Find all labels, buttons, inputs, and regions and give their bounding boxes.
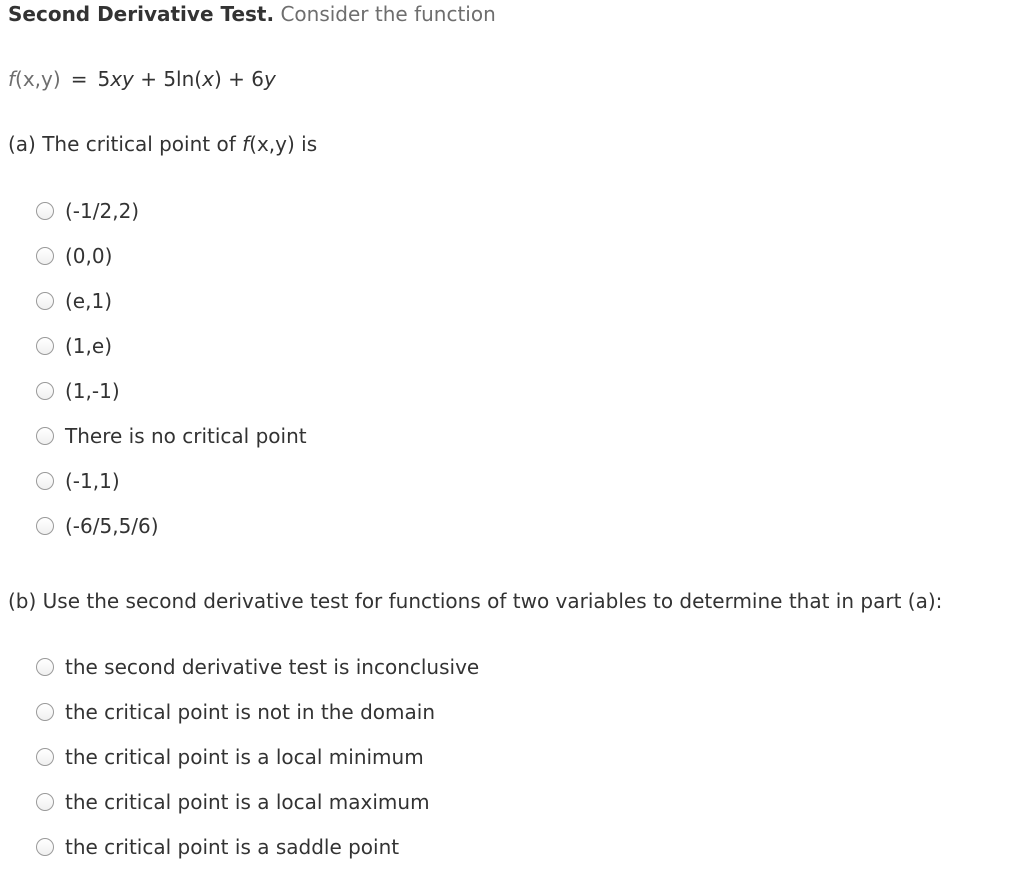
- radio-button[interactable]: [36, 703, 54, 721]
- part-a-option-8[interactable]: [36, 513, 159, 539]
- radio-button[interactable]: [36, 472, 54, 490]
- radio-button[interactable]: [36, 658, 54, 676]
- function-args: (x,y): [15, 67, 61, 91]
- radio-button[interactable]: [36, 247, 54, 265]
- part-a-option-6[interactable]: [36, 423, 307, 449]
- radio-button[interactable]: [36, 292, 54, 310]
- function-name: f: [8, 67, 16, 91]
- radio-button[interactable]: [36, 748, 54, 766]
- option-label: the second derivative test is inconclusive: [65, 655, 480, 679]
- radio-button[interactable]: [36, 202, 54, 220]
- part-b-prompt: (b) Use the second derivative test for functions of two variables to determine that in part (a):: [8, 589, 943, 613]
- part-a-prompt: (a) The critical point of f(x,y) is: [8, 132, 318, 156]
- radio-button[interactable]: [36, 517, 54, 535]
- part-a-option-7[interactable]: [36, 468, 120, 494]
- radio-button[interactable]: [36, 382, 54, 400]
- part-b-option-5[interactable]: [36, 834, 399, 860]
- radio-button[interactable]: [36, 793, 54, 811]
- part-a-option-4[interactable]: [36, 333, 112, 359]
- part-b-option-2[interactable]: [36, 699, 435, 725]
- part-a-option-1[interactable]: [36, 198, 139, 224]
- option-label: (1,e): [65, 334, 112, 358]
- function-definition: [8, 67, 276, 91]
- option-label: (-1,1): [65, 469, 120, 493]
- part-b-option-1[interactable]: [36, 654, 479, 680]
- option-label: (-6/5,5/6): [65, 514, 159, 538]
- radio-button[interactable]: [36, 427, 54, 445]
- option-label: There is no critical point: [65, 424, 307, 448]
- radio-button[interactable]: [36, 337, 54, 355]
- option-label: (-1/2,2): [65, 199, 140, 223]
- option-label: (0,0): [65, 244, 113, 268]
- option-label: (e,1): [65, 289, 112, 313]
- part-a-option-5[interactable]: [36, 378, 120, 404]
- option-label: the critical point is a local minimum: [65, 745, 424, 769]
- option-label: the critical point is not in the domain: [65, 700, 435, 724]
- part-b-option-3[interactable]: [36, 744, 424, 770]
- part-a-option-3[interactable]: [36, 288, 112, 314]
- question-header: [8, 2, 496, 26]
- part-b-option-4[interactable]: [36, 789, 430, 815]
- option-label: the critical point is a saddle point: [65, 835, 400, 859]
- option-label: (1,-1): [65, 379, 120, 403]
- function-expression: 5xy + 5ln(x) + 6y: [97, 67, 276, 91]
- option-label: the critical point is a local maximum: [65, 790, 430, 814]
- equals-sign: =: [70, 67, 88, 91]
- question-title: Second Derivative Test.: [8, 2, 275, 26]
- radio-button[interactable]: [36, 838, 54, 856]
- question-intro: Consider the function: [274, 2, 496, 26]
- part-a-option-2[interactable]: [36, 243, 112, 269]
